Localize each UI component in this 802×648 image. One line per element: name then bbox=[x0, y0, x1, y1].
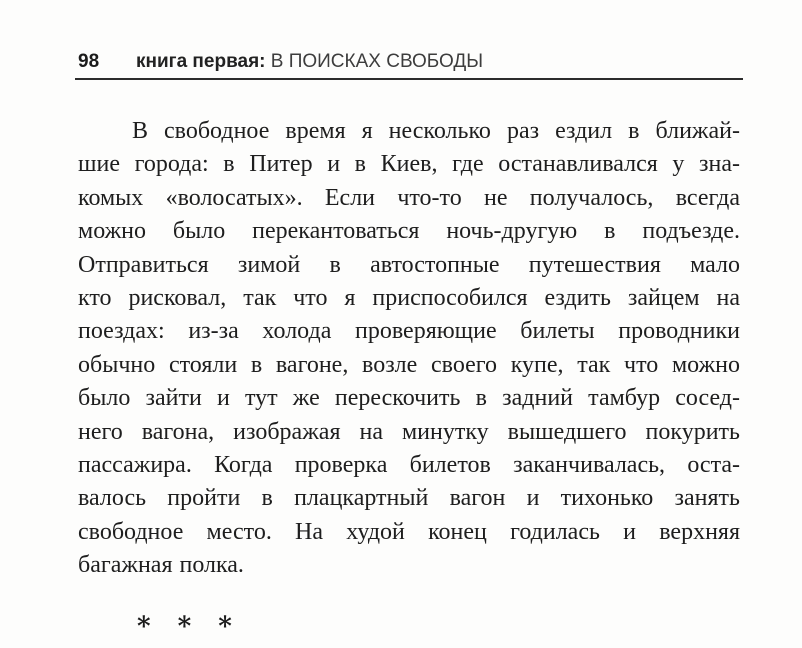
text-line: свободное место. На худой конец годилась и верхняя bbox=[78, 518, 740, 545]
text-line: него вагона, изображая на минутку вышедшего покурить bbox=[78, 418, 740, 445]
header-rule bbox=[75, 78, 743, 80]
text-line: валось пройти в плацкартный вагон и тихонько занять bbox=[78, 485, 740, 512]
text-line: обычно стояли в вагоне, возле своего купе, так что можно bbox=[78, 351, 740, 378]
text-line: пассажира. Когда проверка билетов заканчивалась, оста- bbox=[78, 451, 740, 478]
page-header bbox=[78, 51, 740, 73]
running-title-part-title: В ПОИСКАХ СВОБОДЫ bbox=[270, 51, 484, 72]
text-line: багажная полка. bbox=[78, 552, 244, 579]
text-line: поездах: из-за холода проверяющие билеты проводники bbox=[78, 318, 740, 345]
text-line: Отправиться зимой в автостопные путешествия мало bbox=[78, 251, 740, 278]
text-line: шие города: в Питер и в Киев, где останавливался у зна- bbox=[78, 151, 740, 178]
text-line: В свободное время я несколько раз ездил в ближай- bbox=[132, 118, 740, 144]
text-line: комых «волосатых». Если что-то не получалось, всегда bbox=[78, 184, 740, 211]
paragraph bbox=[78, 115, 740, 582]
text-line: кто рисковал, так что я приспособился ездить зайцем на bbox=[78, 284, 740, 311]
page-number: 98 bbox=[78, 51, 100, 72]
text-line: можно было перекантоваться ночь-другую в подъезде. bbox=[78, 218, 740, 245]
running-title-book-label: книга первая: bbox=[136, 51, 266, 72]
running-title bbox=[136, 51, 483, 72]
section-separator: * * * bbox=[137, 612, 241, 642]
text-line: было зайти и тут же перескочить в задний тамбур сосед- bbox=[78, 385, 740, 412]
